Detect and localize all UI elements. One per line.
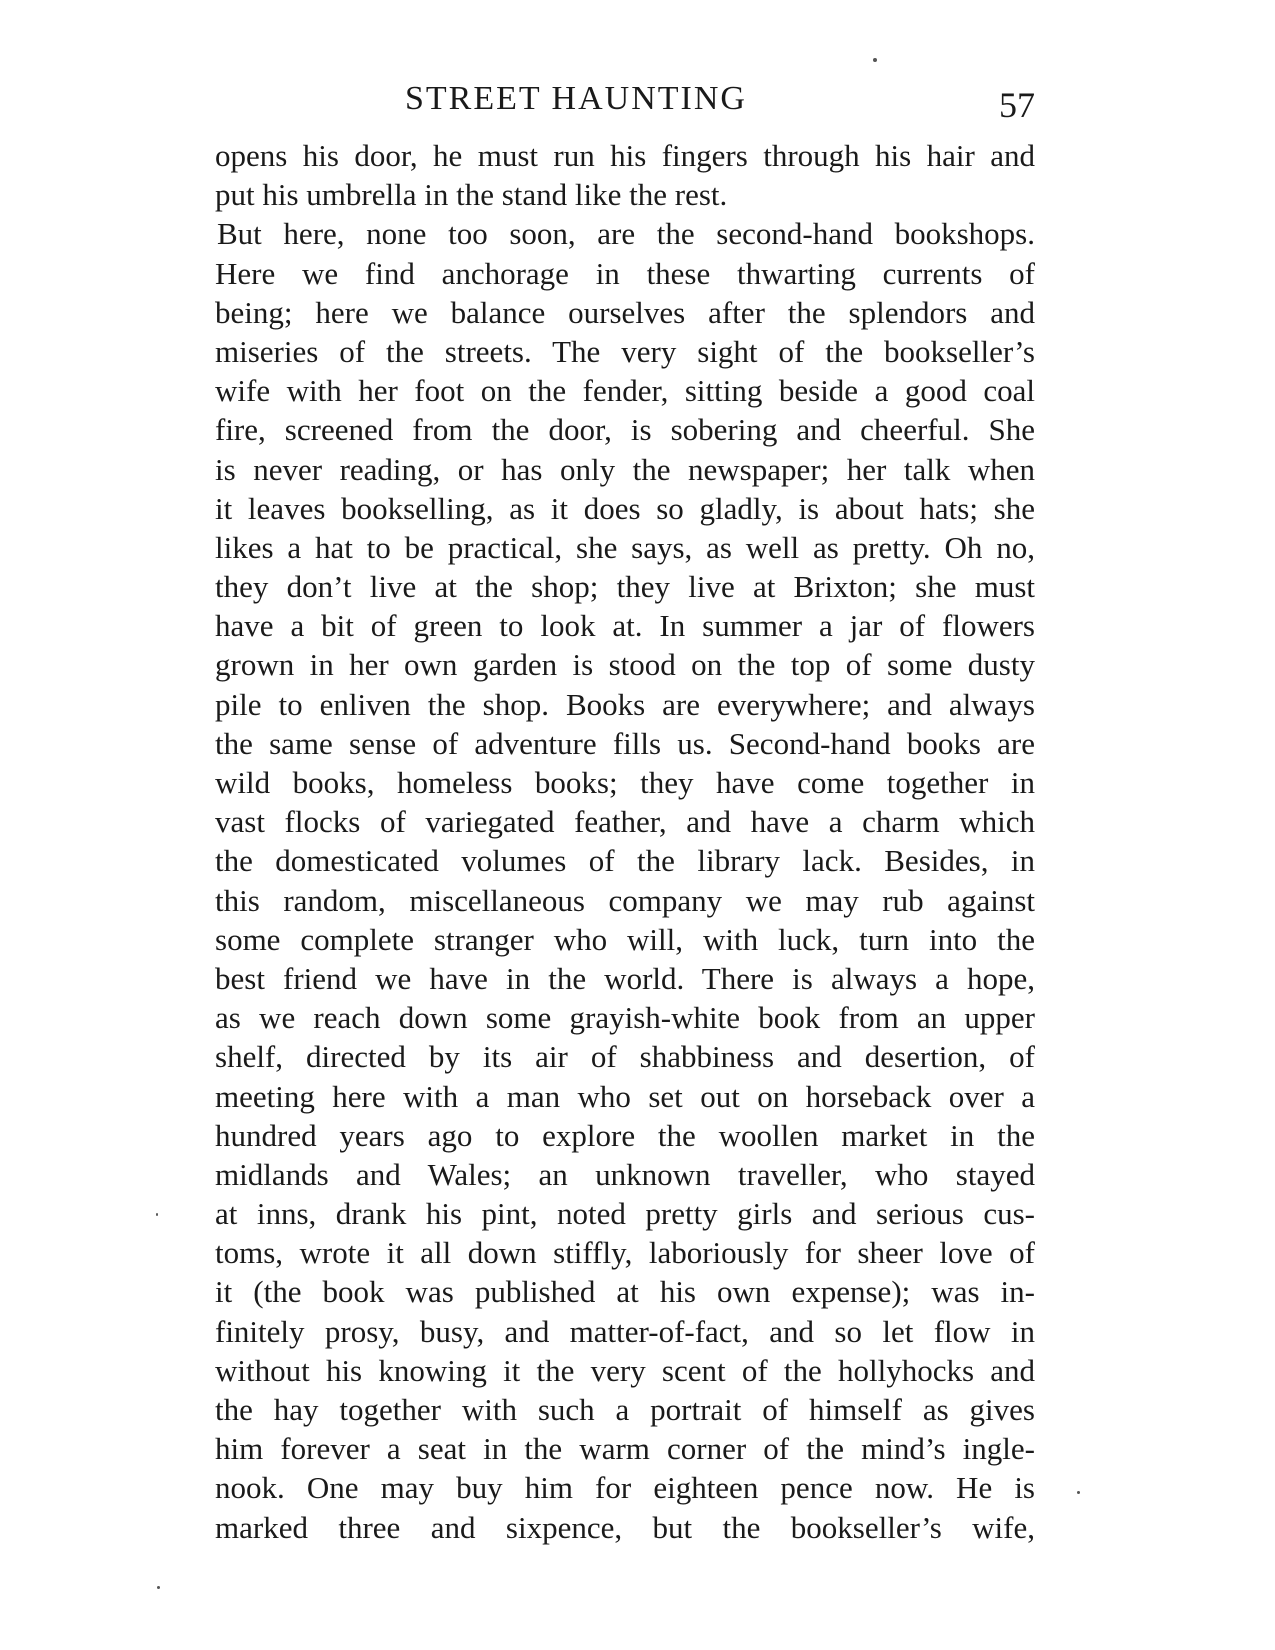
text-line: pile to enliven the shop. Books are everywhere; and always <box>215 686 1035 722</box>
text-line: the same sense of adventure fills us. Second-hand books are <box>215 725 1035 761</box>
text-line: put his umbrella in the stand like the rest. <box>215 177 728 213</box>
text-line: some complete stranger who will, with luck, turn into the <box>215 921 1035 957</box>
text-line: best friend we have in the world. There is always a hope, <box>215 960 1035 996</box>
text-line: this random, miscellaneous company we may rub against <box>215 882 1035 918</box>
text-line: meeting here with a man who set out on horseback over a <box>215 1078 1035 1114</box>
text-line: grown in her own garden is stood on the top of some dusty <box>215 647 1035 683</box>
text-line: without his knowing it the very scent of the hollyhocks and <box>215 1352 1035 1388</box>
text-line: wild books, homeless books; they have come together in <box>215 765 1035 800</box>
running-head <box>215 74 1035 124</box>
running-title: STREET HAUNTING <box>405 80 747 117</box>
text-line: the domesticated volumes of the library lack. Besides, in <box>215 843 1035 879</box>
text-line: they don’t live at the shop; they live at Brixton; she must <box>215 569 1035 605</box>
scan-speck <box>873 58 877 62</box>
text-line: the hay together with such a portrait of himself as gives <box>215 1392 1035 1427</box>
text-line: wife with her foot on the fender, sitting beside a good coal <box>215 373 1035 409</box>
text-line: opens his door, he must run his fingers through his hair and <box>215 138 1035 173</box>
text-line: fire, screened from the door, is sobering and cheerful. She <box>215 412 1035 448</box>
text-line: is never reading, or has only the newspaper; her talk when <box>215 451 1035 487</box>
text-line: vast flocks of variegated feather, and have a charm which <box>215 804 1035 840</box>
text-line: hundred years ago to explore the woollen market in the <box>215 1117 1035 1153</box>
text-line: likes a hat to be practical, she says, as well as pretty. Oh no, <box>215 529 1035 565</box>
text-line: marked three and sixpence, but the bookseller’s wife, <box>215 1509 1035 1545</box>
text-line: being; here we balance ourselves after the splendors and <box>215 294 1035 330</box>
text-line: toms, wrote it all down stiffly, laboriously for sheer love of <box>215 1235 1035 1271</box>
text-line: it leaves bookselling, as it does so gladly, is about hats; she <box>215 490 1035 526</box>
text-line: finitely prosy, busy, and matter-of-fact, and so let flow in <box>215 1313 1035 1349</box>
text-line: at inns, drank his pint, noted pretty girls and serious cus- <box>215 1196 1035 1232</box>
scan-speck <box>156 1213 158 1216</box>
scan-speck <box>157 1586 160 1589</box>
body-text <box>215 136 1035 1547</box>
text-line: as we reach down some grayish-white book from an upper <box>215 1000 1035 1036</box>
text-line: nook. One may buy him for eighteen pence now. He is <box>215 1470 1035 1506</box>
text-line: it (the book was published at his own expense); was in- <box>215 1274 1035 1310</box>
text-line: But here, none too soon, are the second-hand bookshops. <box>217 216 1035 252</box>
text-line: midlands and Wales; an unknown traveller, who stayed <box>215 1156 1035 1192</box>
text-line: shelf, directed by its air of shabbiness and desertion, of <box>215 1039 1035 1075</box>
text-line: have a bit of green to look at. In summer a jar of flowers <box>215 608 1035 644</box>
text-line: Here we find anchorage in these thwarting currents of <box>215 255 1035 291</box>
page-number: 57 <box>999 85 1035 125</box>
scan-speck <box>1077 1491 1080 1494</box>
text-line: him forever a seat in the warm corner of the mind’s ingle- <box>215 1431 1035 1467</box>
text-line: miseries of the streets. The very sight of the bookseller’s <box>215 333 1035 369</box>
